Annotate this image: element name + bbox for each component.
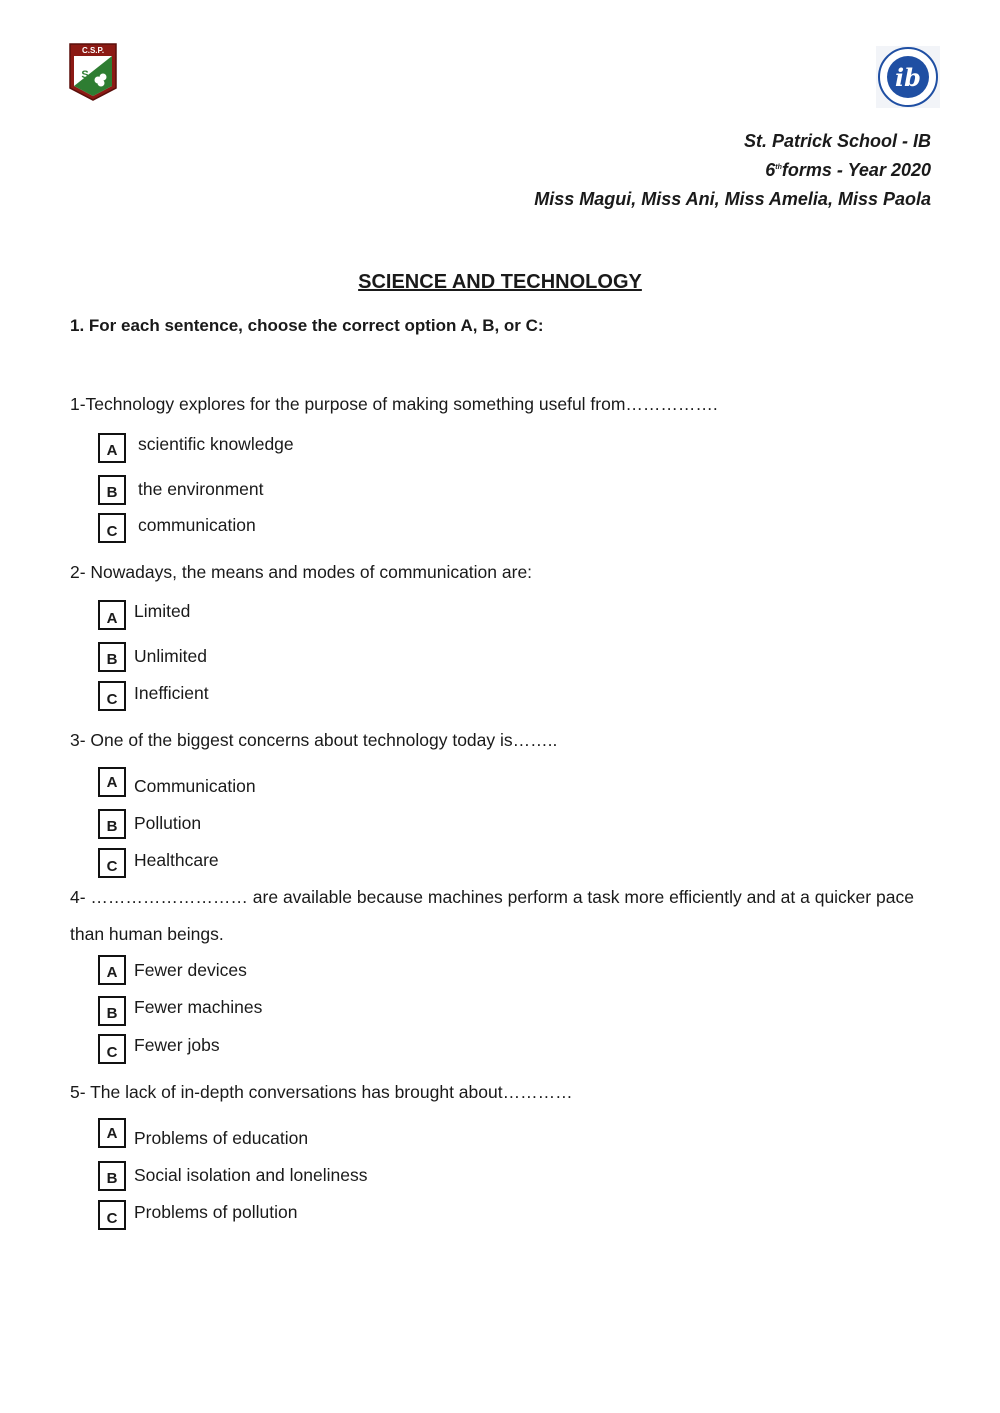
option-letter-box[interactable]: B (98, 809, 126, 839)
option-text: the environment (138, 479, 264, 499)
option-letter-box[interactable]: A (98, 433, 126, 463)
option-letter-box[interactable]: B (98, 642, 126, 672)
option-text: Communication (134, 776, 256, 796)
option-text: Inefficient (134, 683, 209, 703)
question-4: 4- ……………………… are available because machines perform a task more efficiently and at a quicker pace than human beings. (70, 887, 914, 944)
option-text: Limited (134, 601, 191, 621)
option-text: scientific knowledge (138, 434, 294, 454)
svg-text:S: S (81, 69, 89, 81)
question-2: 2- Nowadays, the means and modes of communication are: (70, 562, 533, 582)
option-letter-box[interactable]: B (98, 996, 126, 1026)
option-letter-box[interactable]: A (98, 600, 126, 630)
option-text: Problems of education (134, 1128, 309, 1148)
instruction: 1. For each sentence, choose the correct option A, B, or C: (70, 316, 544, 335)
option-text: Fewer jobs (134, 1035, 220, 1055)
option-text: Healthcare (134, 850, 219, 870)
option-text: Pollution (134, 813, 202, 833)
school-crest-logo (68, 42, 118, 102)
option-text: Unlimited (134, 646, 207, 666)
option-text: Problems of pollution (134, 1202, 298, 1222)
option-text: Fewer machines (134, 997, 263, 1017)
option-text: Fewer devices (134, 960, 247, 980)
ib-logo (876, 46, 940, 108)
school-name: St. Patrick School - IB (743, 131, 931, 151)
option-letter-box[interactable]: B (98, 475, 126, 505)
question-1: 1-Technology explores for the purpose of making something useful from……………. (70, 394, 718, 414)
school-crest-text: C.S.P. (81, 46, 105, 55)
option-letter-box[interactable]: C (98, 513, 126, 543)
question-3: 3- One of the biggest concerns about technology today is…….. (70, 730, 558, 750)
forms-year: 6thforms - Year 2020 (765, 160, 931, 180)
option-letter-box[interactable]: C (98, 1034, 126, 1064)
ib-logo-text: ib (895, 63, 921, 92)
question-5: 5- The lack of in-depth conversations has brought about………… (70, 1082, 573, 1102)
teachers: Miss Magui, Miss Ani, Miss Amelia, Miss Paola (534, 189, 931, 209)
option-text: communication (138, 515, 256, 535)
option-letter-box[interactable]: A (98, 767, 126, 797)
option-letter-box[interactable]: C (98, 848, 126, 878)
option-letter-box[interactable]: A (98, 1118, 126, 1148)
option-letter-box[interactable]: B (98, 1161, 126, 1191)
option-letter-box[interactable]: A (98, 955, 126, 985)
option-text: Social isolation and loneliness (134, 1165, 368, 1185)
option-letter-box[interactable]: C (98, 1200, 126, 1230)
page-title: SCIENCE AND TECHNOLOGY (358, 271, 642, 293)
option-letter-box[interactable]: C (98, 681, 126, 711)
